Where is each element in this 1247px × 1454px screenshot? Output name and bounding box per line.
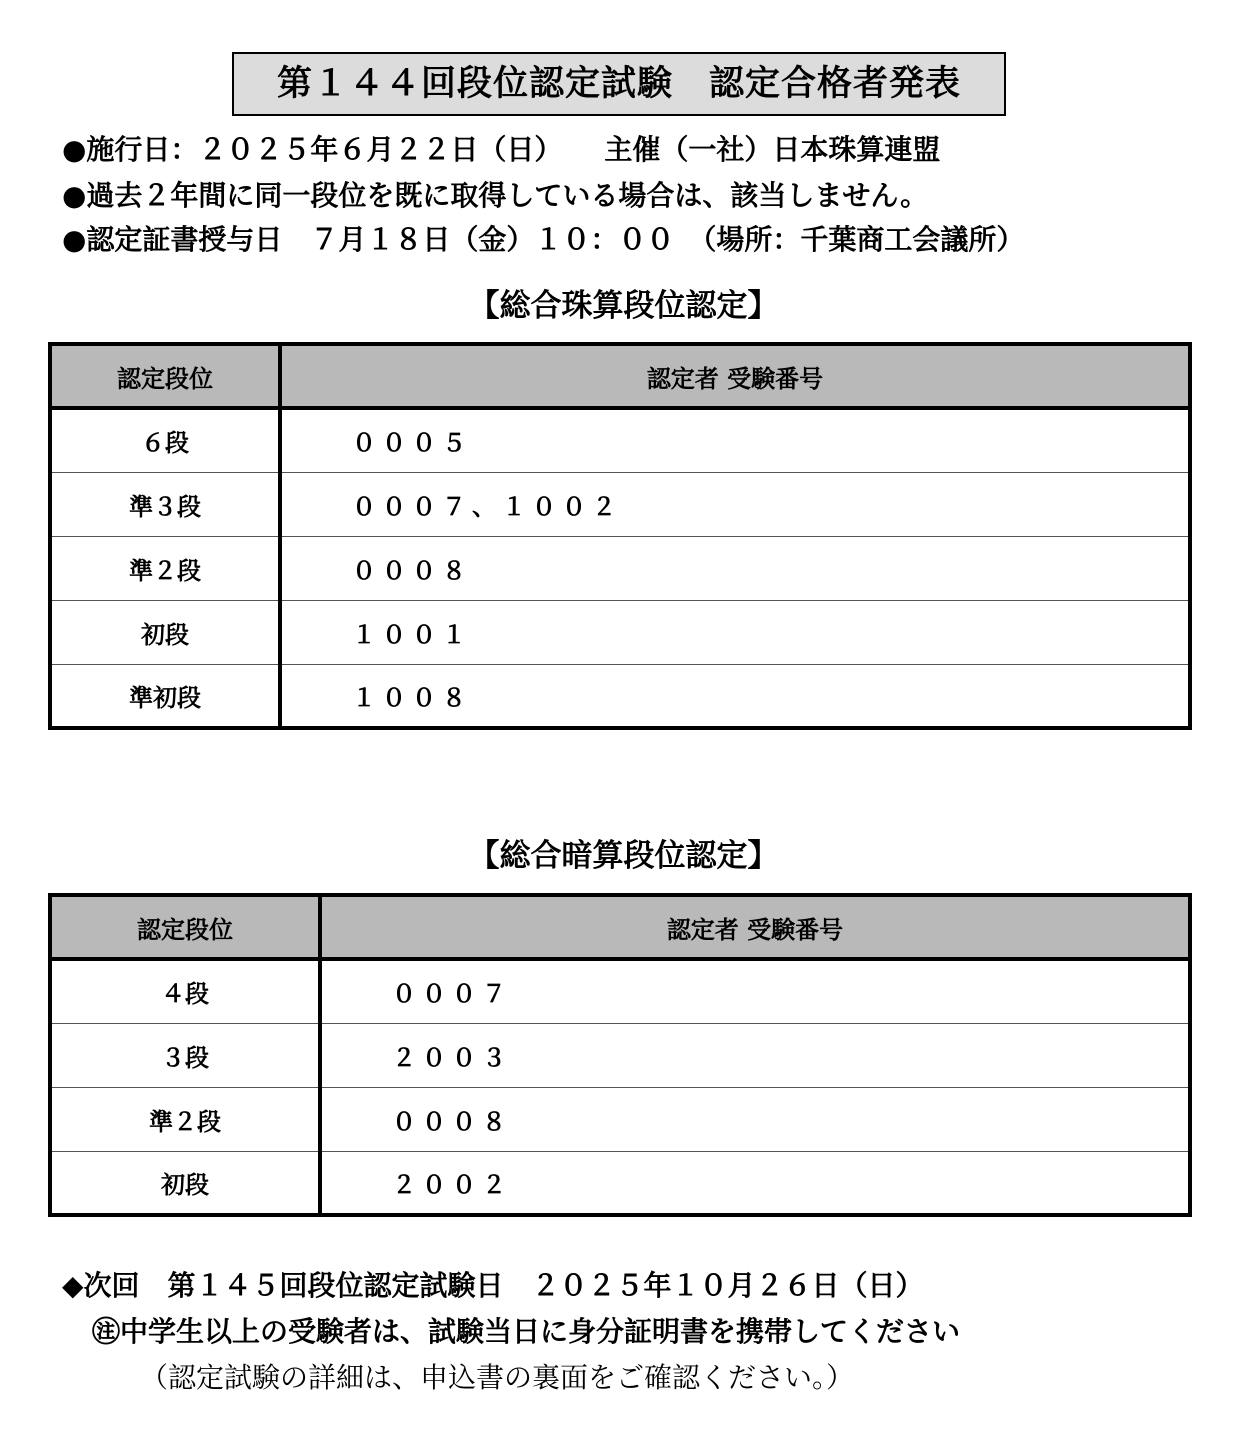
numbers-cell: ２００３ bbox=[320, 1023, 1190, 1087]
anzan-results-table bbox=[48, 893, 1192, 1217]
table-row bbox=[50, 664, 1190, 728]
table-row bbox=[50, 959, 1190, 1023]
column-header-numbers: 認定者 受験番号 bbox=[320, 895, 1190, 959]
numbers-cell: ０００７ bbox=[392, 980, 512, 1009]
info-eligibility-note: ●過去２年間に同一段位を既に取得している場合は、該当しません。 bbox=[62, 179, 929, 212]
rank-cell: 準３段 bbox=[50, 472, 280, 536]
table-header-row bbox=[50, 344, 1190, 408]
numbers-cell: １００８ bbox=[280, 664, 1190, 728]
anzan-section-heading: 【総合暗算段位認定】 bbox=[468, 838, 779, 874]
table-row bbox=[50, 1087, 1190, 1151]
numbers-cell: ２００２ bbox=[320, 1151, 1190, 1215]
table-row bbox=[50, 536, 1190, 600]
soroban-section-heading: 【総合珠算段位認定】 bbox=[468, 288, 779, 324]
page-title: 第１４４回段位認定試験 認定合格者発表 bbox=[232, 52, 1006, 116]
details-reference-note: （認定試験の詳細は、申込書の裏面をご確認ください。） bbox=[140, 1361, 855, 1394]
table-row bbox=[50, 600, 1190, 664]
rank-cell: 初段 bbox=[50, 1151, 320, 1215]
rank-cell: 準２段 bbox=[50, 536, 280, 600]
table-row bbox=[50, 472, 1190, 536]
info-award-ceremony: ●認定証書授与日 ７月１８日（金）１０：００ （場所：千葉商工会議所） bbox=[62, 223, 1025, 256]
column-header-rank: 認定段位 bbox=[50, 895, 320, 959]
id-requirement-note: ㊟中学生以上の受験者は、試験当日に身分証明書を携帯してください bbox=[92, 1315, 961, 1348]
rank-cell: 初段 bbox=[50, 600, 280, 664]
next-exam-notice: ◆次回 第１４５回段位認定試験日 ２０２５年１０月２６日（日） bbox=[62, 1269, 924, 1302]
rank-cell: ３段 bbox=[50, 1023, 320, 1087]
column-header-rank: 認定段位 bbox=[50, 344, 280, 408]
table-row bbox=[50, 1023, 1190, 1087]
numbers-cell: ０００８ bbox=[320, 1087, 1190, 1151]
rank-cell: 準初段 bbox=[50, 664, 280, 728]
info-date-organizer: ●施行日：２０２５年６月２２日（日） 主催（一社）日本珠算連盟 bbox=[62, 133, 941, 166]
rank-cell: ６段 bbox=[50, 408, 280, 472]
rank-cell: ４段 bbox=[50, 959, 320, 1023]
table-header-row bbox=[50, 895, 1190, 959]
column-header-numbers: 認定者 受験番号 bbox=[280, 344, 1190, 408]
numbers-cell: ０００８ bbox=[280, 536, 1190, 600]
table-row bbox=[50, 1151, 1190, 1215]
rank-cell: 準２段 bbox=[50, 1087, 320, 1151]
table-row bbox=[50, 408, 1190, 472]
numbers-cell: １００１ bbox=[280, 600, 1190, 664]
numbers-cell: ０００７、１００２ bbox=[280, 472, 1190, 536]
numbers-cell: ０００５ bbox=[352, 429, 472, 458]
soroban-results-table bbox=[48, 342, 1192, 730]
